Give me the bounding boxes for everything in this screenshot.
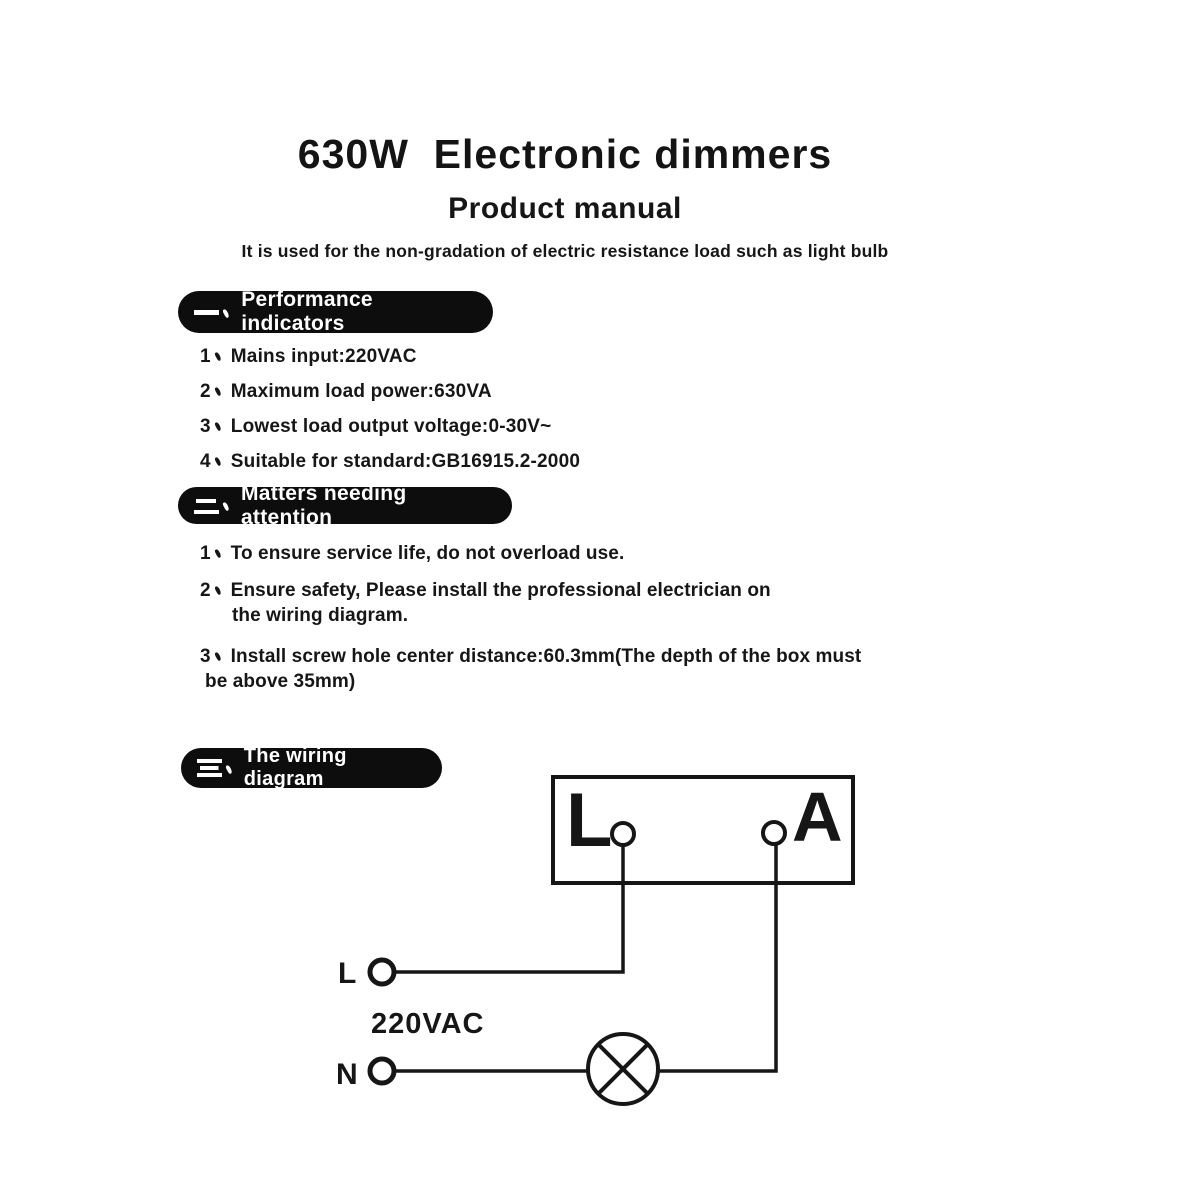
performance-list: [200, 346, 580, 486]
page-title: 630W Electronic dimmers: [297, 131, 833, 177]
section-heading-wiring: The wiring diagram: [181, 748, 442, 788]
list-item: 3 Lowest load output voltage:0-30V~: [200, 416, 552, 437]
supply-live-label: L: [338, 957, 357, 990]
list-item: 1 To ensure service life, do not overload use.: [200, 543, 625, 564]
section-heading-attention: Matters needing attention: [178, 487, 512, 524]
page-subtitle: Product manual: [448, 192, 682, 225]
section-heading-performance: Performance indicators: [178, 291, 493, 333]
lamp-icon: [588, 1034, 658, 1104]
page-description: It is used for the non-gradation of electric resistance load such as light bulb: [241, 241, 889, 261]
box-terminal-l-circle: [612, 823, 634, 845]
supply-neutral-label: N: [336, 1058, 358, 1091]
list-item: 1 Mains input:220VAC: [200, 346, 417, 367]
supply-live-terminal: [370, 960, 394, 984]
list-item: 4 Suitable for standard:GB16915.2-2000: [200, 451, 581, 472]
list-item: 2 Maximum load power:630VA: [200, 381, 492, 402]
list-item-continuation: be above 35mm): [205, 671, 356, 692]
supply-neutral-terminal: [370, 1059, 394, 1083]
supply-voltage-label: 220VAC: [371, 1008, 485, 1040]
box-terminal-l-label: L: [566, 778, 613, 863]
box-terminal-a-label: A: [792, 778, 843, 856]
attention-list: [200, 541, 861, 694]
box-terminal-a-circle: [763, 822, 785, 844]
list-item: 3 Install screw hole center distance:60.3mm(The depth of the box must: [200, 646, 862, 667]
wiring-diagram: [300, 740, 880, 1150]
list-item: 2 Ensure safety, Please install the professional electrician on: [200, 580, 771, 601]
wire-load: [658, 844, 776, 1071]
wire-live: [395, 845, 623, 972]
list-item-continuation: the wiring diagram.: [232, 605, 409, 626]
